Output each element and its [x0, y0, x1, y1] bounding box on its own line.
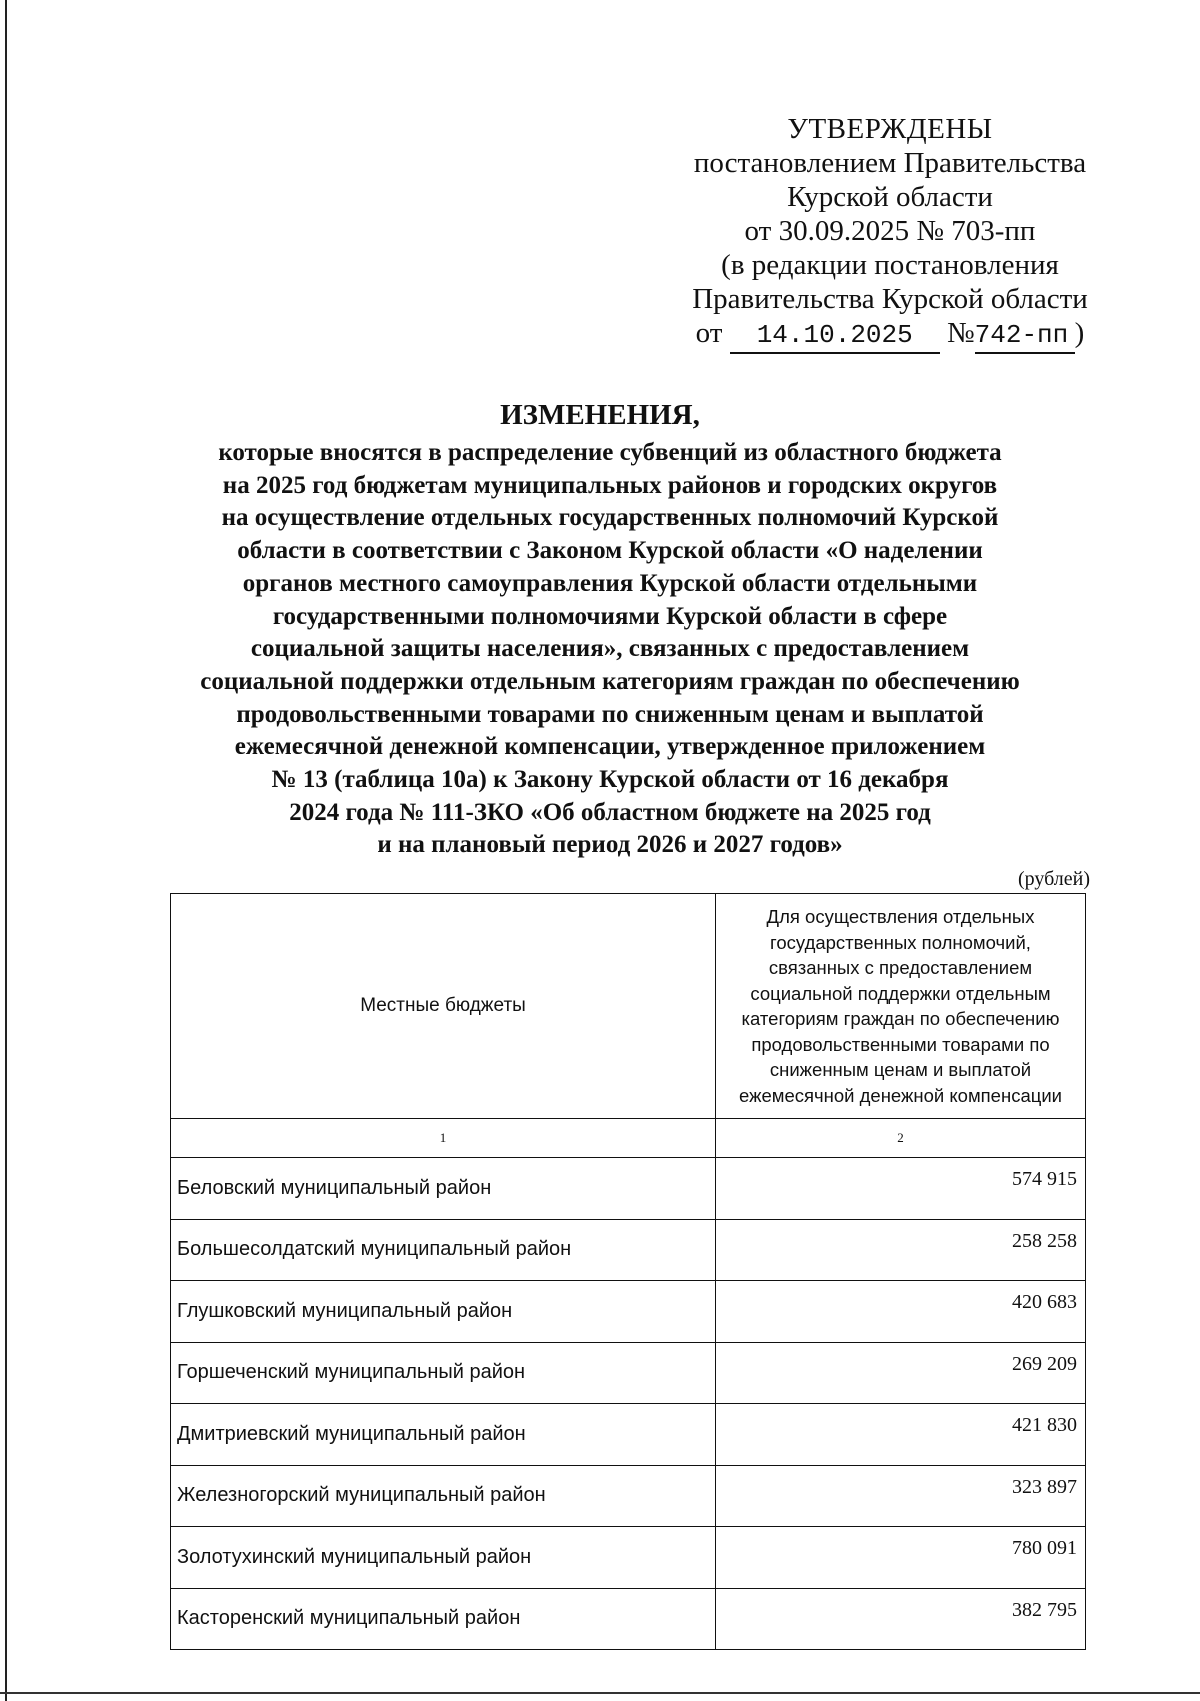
approval-prefix: от	[695, 317, 723, 349]
header-local-budgets: Местные бюджеты	[171, 894, 716, 1119]
subvention-amount: 269 209	[716, 1342, 1086, 1404]
subtitle-line: на 2025 год бюджетам муниципальных районов и городских округов	[222, 471, 998, 499]
district-name: Большесолдатский муниципальный район	[171, 1219, 716, 1281]
scan-edge-left	[5, 0, 7, 1701]
header-text-line: продовольственными товарами по	[751, 1033, 1050, 1055]
table-row	[171, 1527, 1086, 1589]
header-text-line: Для осуществления отдельных	[766, 906, 1035, 927]
subvention-amount: 421 830	[716, 1404, 1086, 1466]
district-name: Дмитриевский муниципальный район	[171, 1404, 716, 1466]
subvention-amount: 258 258	[716, 1219, 1086, 1281]
subtitle-line: № 13 (таблица 10а) к Закону Курской области от 16 декабря	[271, 766, 949, 794]
table-header-row	[171, 894, 1086, 1119]
table-row	[171, 1465, 1086, 1527]
column-number-2: 2	[716, 1119, 1086, 1158]
column-number-1: 1	[171, 1119, 716, 1158]
table-row	[171, 1588, 1086, 1650]
district-name: Беловский муниципальный район	[171, 1158, 716, 1220]
district-name: Касторенский муниципальный район	[171, 1588, 716, 1650]
header-text-line: сниженным ценам и выплатой	[769, 1059, 1032, 1080]
subtitle-line: которые вносятся в распределение субвенций из областного бюджета	[218, 439, 1002, 466]
header-text-line: социальной поддержки отдельным	[750, 982, 1051, 1004]
subtitle-line: продовольственными товарами по сниженным ценам и выплатой	[236, 700, 984, 728]
subtitle-line: и на плановый период 2026 и 2027 годов»	[377, 831, 843, 859]
table-row	[171, 1281, 1086, 1343]
unit-label: (рублей)	[1017, 868, 1090, 890]
approval-line: Правительства Курской области	[692, 283, 1088, 315]
header-text-line: связанных с предоставлением	[768, 957, 1033, 978]
header-text-line: государственных полномочий,	[770, 931, 1031, 953]
header-text-line: ежемесячной денежной компенсации	[738, 1084, 1062, 1106]
district-name: Глушковский муниципальный район	[171, 1281, 716, 1343]
approval-line: от 30.09.2025 № 703-пп	[744, 215, 1036, 247]
document-subtitle	[160, 437, 1060, 862]
subtitle-line: области в соответствии с Законом Курской области «О наделении	[237, 537, 983, 565]
subtitle-line: на осуществление отдельных государственных полномочий Курской	[221, 504, 999, 532]
subtitle-line: ежемесячной денежной компенсации, утвержденное приложением	[234, 733, 986, 761]
subvention-amount: 323 897	[716, 1465, 1086, 1527]
subtitle-line: социальной защиты населения», связанных с предоставлением	[250, 635, 970, 663]
table-row	[171, 1219, 1086, 1281]
approval-amendment-line	[680, 316, 1100, 354]
subtitle-line: социальной поддержки отдельным категориям граждан по обеспечению	[200, 667, 1020, 695]
approval-line: (в редакции постановления	[721, 249, 1059, 281]
amendment-date: 14.10.2025	[730, 318, 940, 354]
column-number-row	[171, 1119, 1086, 1158]
document-title: ИЗМЕНЕНИЯ,	[500, 399, 700, 431]
subtitle-line: органов местного самоуправления Курской области отдельными	[242, 569, 978, 597]
subtitle-line: государственными полномочиями Курской области в сфере	[272, 602, 948, 630]
header-subvention-purpose	[716, 894, 1086, 1119]
district-name: Железногорский муниципальный район	[171, 1465, 716, 1527]
close-paren: )	[1074, 317, 1085, 349]
subvention-amount: 780 091	[716, 1527, 1086, 1589]
district-name: Золотухинский муниципальный район	[171, 1527, 716, 1589]
subtitle-line: 2024 года № 111-ЗКО «Об областном бюджете на 2025 год	[289, 798, 931, 826]
approval-block	[680, 112, 1100, 354]
approval-heading: УТВЕРЖДЕНЫ	[787, 113, 993, 145]
table-row	[171, 1342, 1086, 1404]
district-name: Горшеченский муниципальный район	[171, 1342, 716, 1404]
table-body	[171, 1158, 1086, 1650]
scan-edge-bottom	[0, 1692, 1200, 1694]
number-sign: №	[946, 317, 975, 349]
table-row	[171, 1404, 1086, 1466]
table-row	[171, 1158, 1086, 1220]
subvention-amount: 382 795	[716, 1588, 1086, 1650]
subvention-amount: 420 683	[716, 1281, 1086, 1343]
approval-line: постановлением Правительства	[693, 147, 1087, 179]
budget-table	[170, 893, 1086, 1650]
amendment-number: 742-пп	[975, 318, 1075, 354]
header-text-line: категориям граждан по обеспечению	[741, 1008, 1060, 1029]
subvention-amount: 574 915	[716, 1158, 1086, 1220]
approval-line: Курской области	[787, 181, 993, 213]
